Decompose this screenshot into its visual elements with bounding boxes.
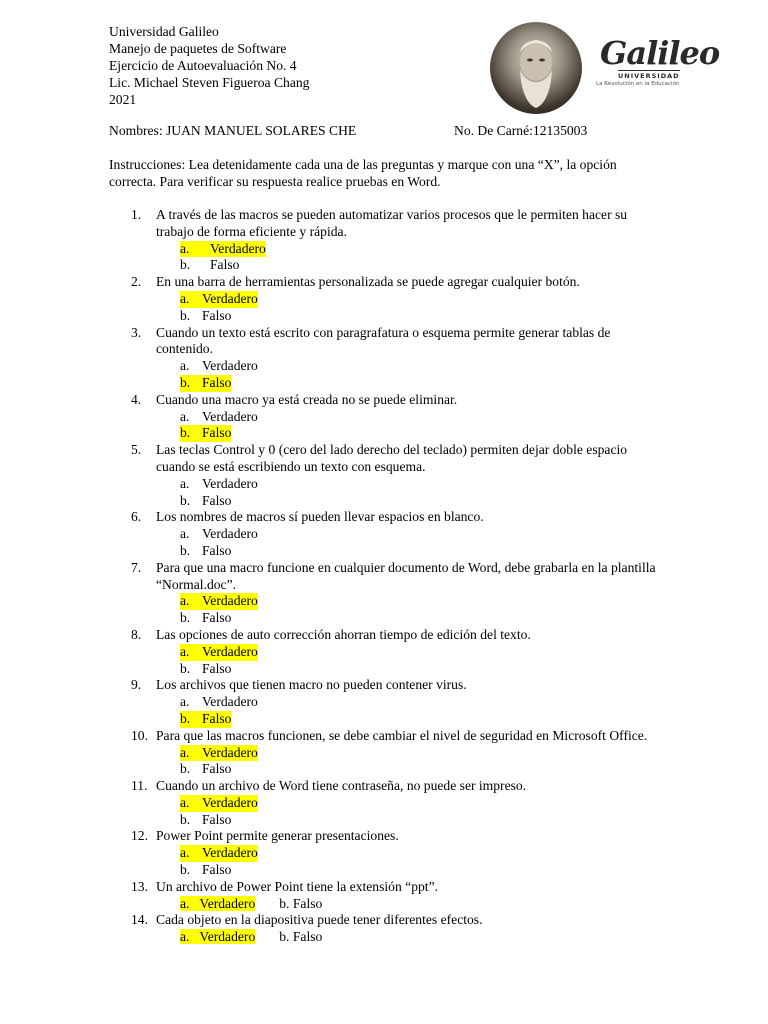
- option-text: Falso: [202, 542, 232, 558]
- option-letter: a.: [180, 290, 190, 306]
- option-a-label: [180, 644, 258, 661]
- option-letter: a.: [180, 358, 190, 374]
- option-b-label: [180, 375, 231, 392]
- question-item: [109, 879, 669, 896]
- option-letter: a.: [180, 240, 190, 256]
- option-b-label: [180, 761, 231, 778]
- option-text: Falso: [202, 492, 232, 508]
- answer-options: [109, 896, 669, 913]
- question-text: Para que una macro funcione en cualquier documento de Word, debe grabarla en la plantilla “Normal.doc”.: [156, 559, 656, 592]
- option-a[interactable]: [109, 593, 669, 610]
- option-b[interactable]: b. Falso: [279, 929, 323, 945]
- option-b-label: [180, 862, 231, 879]
- option-a[interactable]: [109, 745, 669, 762]
- option-b-label: [180, 257, 239, 274]
- question-text: Cuando un archivo de Word tiene contraseña, no puede ser impreso.: [156, 778, 527, 794]
- question-text: En una barra de herramientas personalizada se puede agregar cualquier botón.: [156, 274, 580, 290]
- option-b-label: [180, 711, 231, 728]
- option-a[interactable]: a. Verdadero: [180, 895, 256, 911]
- document-header: [109, 23, 309, 108]
- header-line: 2021: [109, 92, 137, 107]
- option-a-label: [180, 845, 258, 862]
- question-number: 6.: [131, 509, 142, 525]
- option-a[interactable]: a. Verdadero: [180, 929, 256, 945]
- option-b[interactable]: [109, 812, 669, 829]
- option-a-label: [180, 745, 258, 762]
- option-letter: a.: [180, 845, 190, 861]
- question-item: [109, 728, 669, 745]
- option-letter: b.: [180, 660, 191, 676]
- question-item: [109, 627, 669, 644]
- option-b[interactable]: [109, 543, 669, 560]
- question-number: 11.: [131, 778, 148, 794]
- option-b[interactable]: [109, 493, 669, 510]
- option-a-label: [180, 526, 258, 543]
- option-a-label: [180, 358, 258, 375]
- option-b[interactable]: b. Falso: [279, 895, 323, 911]
- question-number: 4.: [131, 391, 142, 407]
- option-letter: b.: [180, 610, 191, 626]
- option-b-label: [180, 610, 231, 627]
- option-a[interactable]: [109, 526, 669, 543]
- option-a[interactable]: [109, 409, 669, 426]
- option-text: Falso: [202, 811, 232, 827]
- option-text: Verdadero: [202, 358, 258, 374]
- option-letter: a.: [180, 475, 190, 491]
- question-item: [109, 560, 669, 594]
- option-b[interactable]: [109, 375, 669, 392]
- option-letter: a.: [180, 526, 190, 542]
- option-a[interactable]: [109, 845, 669, 862]
- option-text: Falso: [202, 660, 232, 676]
- question-number: 1.: [131, 207, 142, 222]
- option-b-label: [180, 661, 231, 678]
- question-number: 5.: [131, 442, 142, 458]
- option-a-label: [180, 593, 258, 610]
- option-letter: a.: [180, 408, 190, 424]
- instructions-text: Instrucciones: Lea detenidamente cada una de las preguntas y marque con una “X”, la opción correcta. Para verificar su respuesta realice pruebas en Word.: [109, 157, 617, 189]
- question-number: 3.: [131, 324, 142, 340]
- option-b-label: [180, 543, 231, 560]
- option-letter: a.: [180, 794, 190, 810]
- question-number: 10.: [131, 727, 148, 743]
- option-text: Falso: [202, 374, 232, 390]
- question-text: Para que las macros funcionen, se debe cambiar el nivel de seguridad en Microsoft Office.: [156, 727, 648, 743]
- question-text: Cuando un texto está escrito con paragrafatura o esquema permite generar tablas de contenido.: [156, 324, 611, 357]
- option-text: Verdadero: [202, 794, 258, 810]
- question-text: Los nombres de macros sí pueden llevar espacios en blanco.: [156, 509, 484, 525]
- option-text: Verdadero: [202, 593, 258, 609]
- option-letter: a.: [180, 694, 190, 710]
- option-letter: b.: [180, 542, 191, 558]
- option-a[interactable]: [109, 644, 669, 661]
- header-line: Manejo de paquetes de Software: [109, 41, 287, 56]
- option-b[interactable]: [109, 661, 669, 678]
- question-text: Power Point permite generar presentaciones.: [156, 828, 399, 844]
- option-letter: b.: [180, 710, 191, 726]
- question-item: [109, 274, 669, 291]
- question-text: Cuando una macro ya está creada no se puede eliminar.: [156, 391, 458, 407]
- question-number: 2.: [131, 274, 142, 290]
- option-text: Falso: [202, 862, 232, 878]
- question-item: [109, 392, 669, 409]
- option-a[interactable]: [109, 476, 669, 493]
- option-text: Verdadero: [202, 408, 258, 424]
- option-b[interactable]: [109, 610, 669, 627]
- option-letter: b.: [180, 374, 191, 390]
- option-letter: a.: [180, 744, 190, 760]
- option-letter: b.: [180, 862, 191, 878]
- question-number: 8.: [131, 626, 142, 642]
- option-b[interactable]: [109, 761, 669, 778]
- option-text: Falso: [202, 761, 232, 777]
- option-text: Falso: [210, 257, 240, 273]
- option-b[interactable]: [109, 425, 669, 442]
- question-number: 12.: [131, 828, 148, 844]
- option-text: Verdadero: [202, 475, 258, 491]
- option-letter: a.: [180, 593, 190, 609]
- option-letter: a.: [180, 643, 190, 659]
- option-b-label: [180, 812, 231, 829]
- option-text: Verdadero: [202, 845, 258, 861]
- student-names: Nombres: JUAN MANUEL SOLARES CHE: [109, 123, 357, 138]
- question-number: 9.: [131, 677, 142, 693]
- question-number: 13.: [131, 878, 148, 894]
- option-letter: b.: [180, 492, 191, 508]
- option-a-label: [180, 409, 258, 426]
- logo-script-text: Galileo: [600, 34, 720, 72]
- header-line: Ejercicio de Autoevaluación No. 4: [109, 58, 297, 73]
- question-item: [109, 778, 669, 795]
- logo-tagline: La Revolución en la Educación: [596, 81, 680, 87]
- question-text: Los archivos que tienen macro no pueden contener virus.: [156, 677, 467, 693]
- question-text: Las teclas Control y 0 (cero del lado derecho del teclado) permiten dejar doble espacio cuando se está escribiendo un texto con esquema.: [156, 442, 628, 474]
- option-a[interactable]: [109, 291, 669, 308]
- option-text: Verdadero: [202, 694, 258, 710]
- question-item: [109, 325, 669, 359]
- header-line: Lic. Michael Steven Figueroa Chang: [109, 75, 310, 90]
- option-letter: b.: [180, 761, 191, 777]
- student-carne: No. De Carné:12135003: [454, 123, 588, 138]
- question-item: [109, 442, 669, 476]
- option-text: Verdadero: [202, 290, 258, 306]
- option-a[interactable]: [109, 358, 669, 375]
- option-b-label: [180, 425, 231, 442]
- question-item: [109, 912, 669, 929]
- question-item: [109, 207, 669, 241]
- option-b-label: [180, 493, 231, 510]
- question-item: [109, 677, 669, 694]
- galileo-portrait-image: [490, 22, 582, 114]
- question-text: Cada objeto en la diapositiva puede tener diferentes efectos.: [156, 912, 483, 928]
- option-a-label: [180, 795, 258, 812]
- option-b[interactable]: [109, 308, 669, 325]
- option-letter: b.: [180, 307, 191, 323]
- option-a[interactable]: [109, 241, 669, 258]
- galileo-logo: [592, 34, 720, 94]
- option-a[interactable]: [109, 795, 669, 812]
- question-item: [109, 828, 669, 845]
- option-a-label: [180, 291, 258, 308]
- option-letter: b.: [180, 425, 191, 441]
- question-item: [109, 509, 669, 526]
- option-a[interactable]: [109, 694, 669, 711]
- option-a-label: [180, 241, 266, 258]
- question-text: A través de las macros se pueden automatizar varios procesos que le permiten hacer su trabajo de forma eficiente y rápida.: [156, 207, 628, 239]
- logo-university-text: UNIVERSIDAD: [618, 72, 680, 80]
- option-text: Verdadero: [202, 744, 258, 760]
- question-number: 7.: [131, 559, 142, 575]
- option-letter: b.: [180, 257, 191, 273]
- option-text: Falso: [202, 425, 232, 441]
- option-b-label: [180, 308, 231, 325]
- question-text: Un archivo de Power Point tiene la extensión “ppt”.: [156, 878, 438, 894]
- option-text: Falso: [202, 710, 232, 726]
- answer-options: [109, 929, 669, 946]
- option-b[interactable]: [109, 711, 669, 728]
- option-text: Falso: [202, 307, 232, 323]
- option-b[interactable]: [109, 862, 669, 879]
- option-text: Falso: [202, 610, 232, 626]
- question-text: Las opciones de auto corrección ahorran tiempo de edición del texto.: [156, 626, 531, 642]
- header-line: Universidad Galileo: [109, 24, 219, 39]
- option-text: Verdadero: [202, 643, 258, 659]
- option-a-label: [180, 476, 258, 493]
- option-b[interactable]: [109, 257, 669, 274]
- option-a-label: [180, 694, 258, 711]
- question-number: 14.: [131, 912, 148, 928]
- question-list: [109, 207, 669, 946]
- option-text: Verdadero: [202, 526, 258, 542]
- option-letter: b.: [180, 811, 191, 827]
- option-text: Verdadero: [210, 240, 266, 256]
